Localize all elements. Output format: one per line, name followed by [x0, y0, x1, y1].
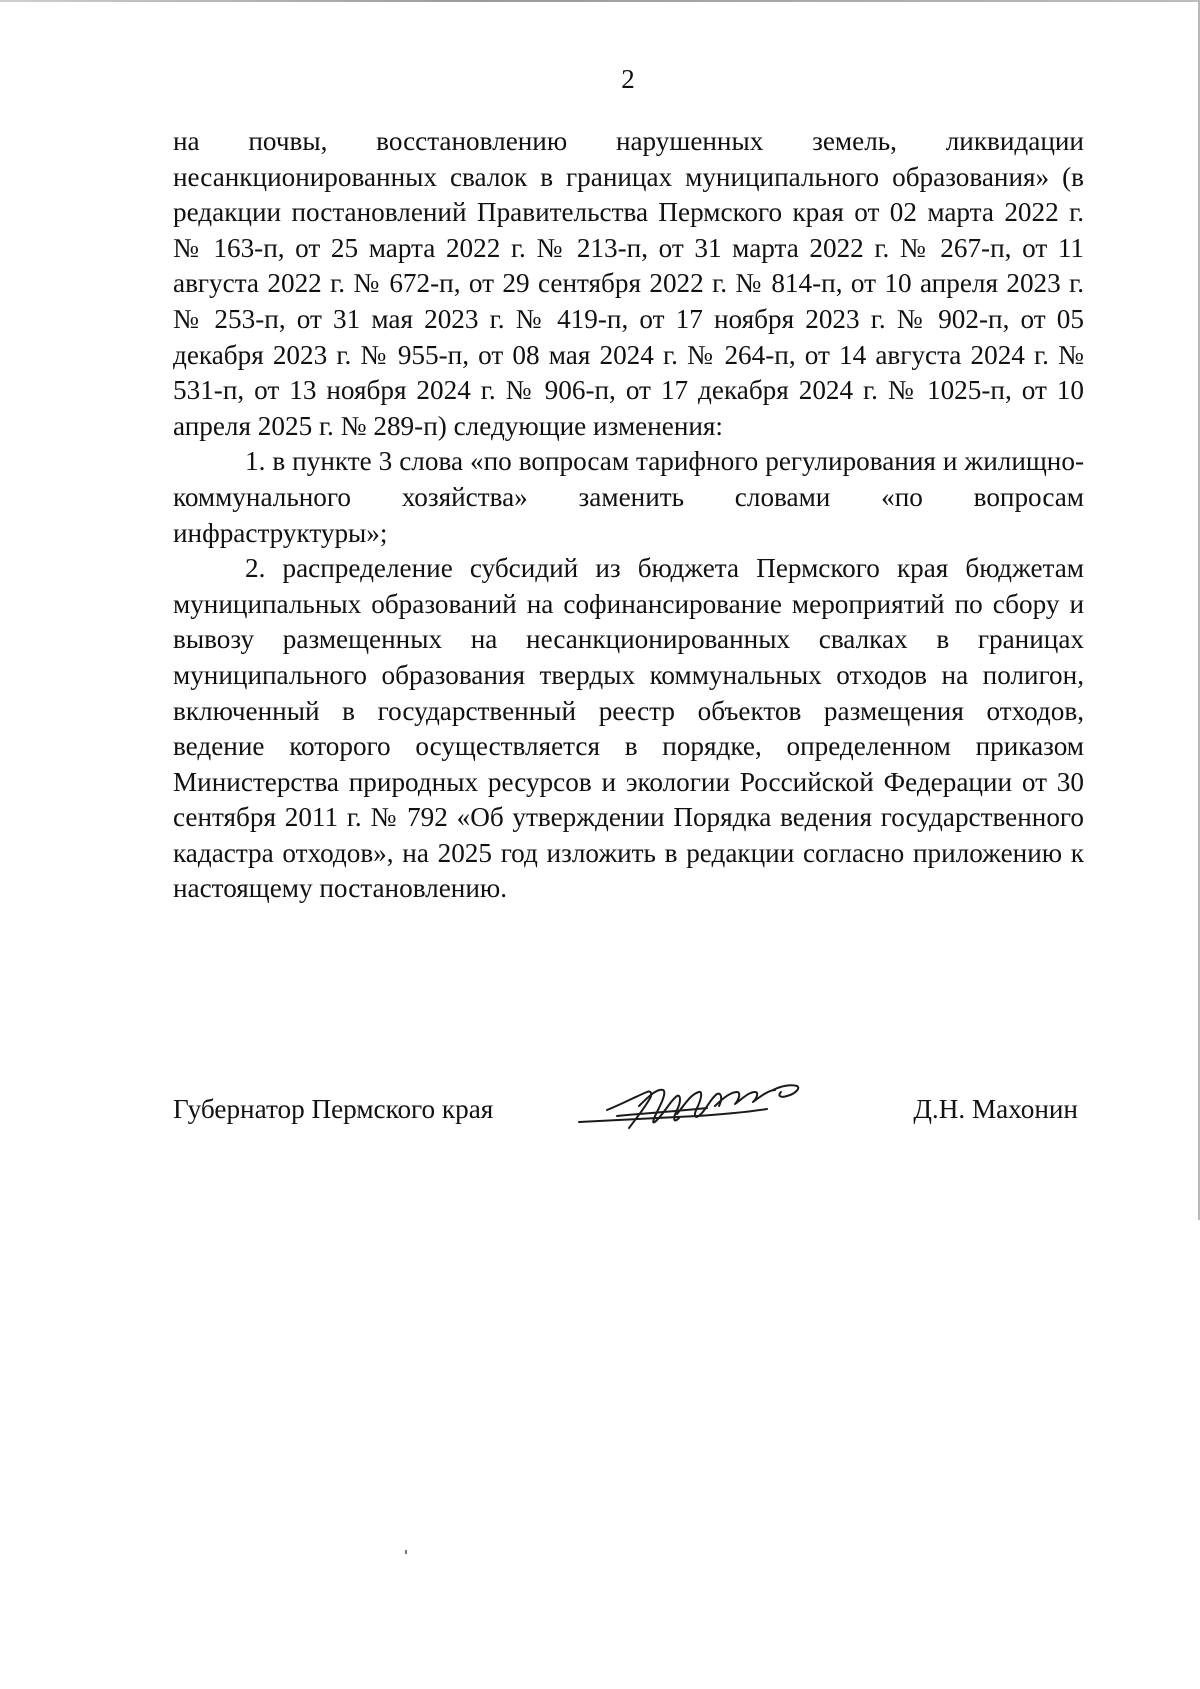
document-body	[173, 124, 1084, 907]
handwritten-signature	[577, 1076, 807, 1136]
paragraph-item-2: 2. распределение субсидий из бюджета Пермского края бюджетам муниципальных образований на софинансирование мероприятий по сбору и вывозу размещенных на несанкционированных свалках в границах муниципального образования твердых коммунальных отходов на полигон, включенный в государственный реестр объектов размещения отходов, ведение которого осуществляется в порядке, определенном приказом Министерства природных ресурсов и экологии Российской Федерации от 30 сентября 2011 г. № 792 «Об утверждении Порядка ведения государственного кадастра отходов», на 2025 год изложить в редакции согласно приложению к настоящему постановлению.	[173, 553, 1084, 904]
scan-edge-top	[0, 0, 1200, 2]
signer-position: Губернатор Пермского края	[173, 1094, 494, 1124]
page-number: 2	[621, 64, 635, 94]
paragraph-item-1: 1. в пункте 3 слова «по вопросам тарифного регулирования и жилищно-коммунального хозяйства» заменить словами «по вопросам инфраструктуры»;	[173, 446, 1084, 548]
signer-name: Д.Н. Махонин	[913, 1094, 1078, 1124]
signature-block	[173, 1080, 1084, 1140]
paragraph-continuation: на почвы, восстановлению нарушенных земель, ликвидации несанкционированных свалок в границах муниципального образования» (в редакции постановлений Правительства Пермского края от 02 марта 2022 г. № 163-п, от 25 марта 2022 г. № 213-п, от 31 марта 2022 г. № 267-п, от 11 августа 2022 г. № 672-п, от 29 сентября 2022 г. № 814-п, от 10 апреля 2023 г. № 253-п, от 31 мая 2023 г. № 419-п, от 17 ноября 2023 г. № 902-п, от 05 декабря 2023 г. № 955-п, от 08 мая 2024 г. № 264-п, от 14 августа 2024 г. № 531-п, от 13 ноября 2024 г. № 906-п, от 17 декабря 2024 г. № 1025-п, от 10 апреля 2025 г. № 289-п) следующие изменения:	[173, 126, 1084, 441]
scan-artifact	[405, 1550, 407, 1554]
